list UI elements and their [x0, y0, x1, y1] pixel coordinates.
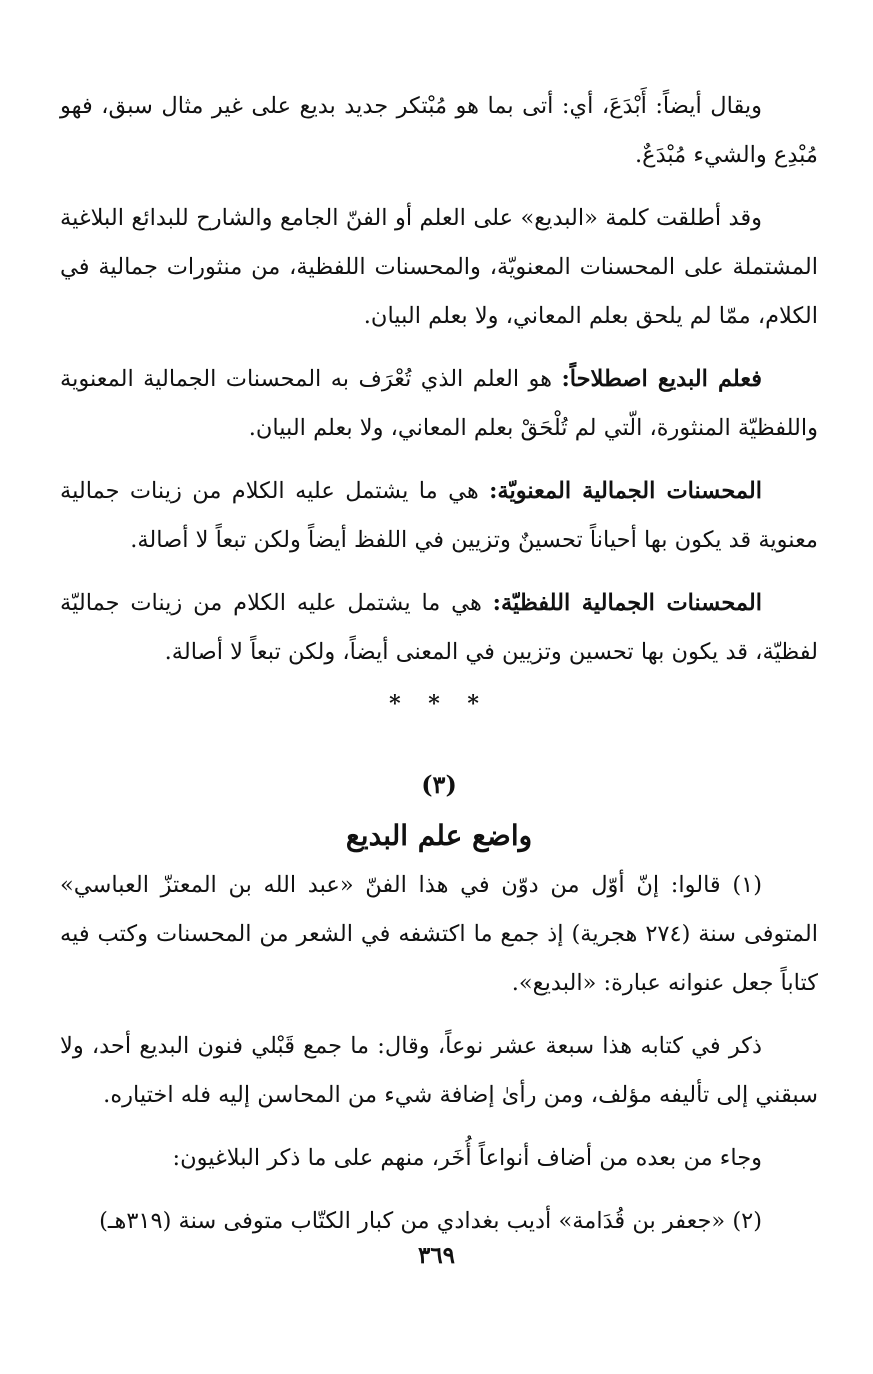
term-ilm-badi-text: هو العلم الذي تُعْرَف به المحسنات الجمالية المعنوية واللفظيّة المنثورة، الّتي لم تُلْحَقْ بعلم المعاني، ولا بعلم البيان.: [60, 366, 818, 441]
page-body: [60, 82, 818, 1260]
section-separator: * * *: [389, 691, 489, 717]
paragraph-ibdaa: ويقال أيضاً: أَبْدَعَ، أي: أتى بما هو مُبْتكر جديد بديع على غير مثال سبق، فهو مُبْدِع والشيء مُبْدَعٌ.: [60, 93, 818, 168]
section-title: واضع علم البديع: [345, 819, 533, 852]
term-manawiya-text: هي ما يشتمل عليه الكلام من زينات جمالية معنوية قد يكون بها أحياناً تحسينٌ وتزيين في اللفظ أيضاً ولكن تبعاً لا أصالة.: [60, 478, 818, 553]
term-manawiya: المحسنات الجمالية المعنويّة:: [489, 478, 762, 504]
term-ilm-badi: فعلم البديع اصطلاحاً:: [561, 366, 762, 392]
paragraph-badi-definition: وقد أطلقت كلمة «البديع» على العلم أو الفنّ الجامع والشارح للبدائع البلاغية المشتملة على المحسنات المعنويّة، والمحسنات اللفظية، من منثورات جمالية في الكلام، ممّا لم يلحق بعلم المعاني، ولا بعلم البيان.: [60, 205, 818, 329]
page-number: ٣٦٩: [417, 1242, 456, 1269]
paragraph-badi-term: [60, 355, 818, 453]
paragraph-manawiya: [60, 467, 818, 565]
paragraph-lafziya: [60, 579, 818, 677]
term-lafziya: المحسنات الجمالية اللفظيّة:: [492, 590, 762, 616]
term-lafziya-text: هي ما يشتمل عليه الكلام من زينات جماليّة لفظيّة، قد يكون بها تحسين وتزيين في المعنى أيضاً، ولكن تبعاً لا أصالة.: [60, 590, 818, 665]
paragraph-seventeen-types: ذكر في كتابه هذا سبعة عشر نوعاً، وقال: ما جمع قَبْلي فنون البديع أحد، ولا سبقني إلى تأليفه مؤلف، ومن رأىٰ إضافة شيء من المحاسن إليه فله اختياره.: [60, 1033, 818, 1108]
paragraph-ibn-mutazz: (١) قالوا: إنّ أوّل من دوّن في هذا الفنّ «عبد الله بن المعتزّ العباسي» المتوفى سنة (٢٧٤ هجرية) إذ جمع ما اكتشفه في الشعر من المحسنات وكتب فيه كتاباً جعل عنوانه عبارة: «البديع».: [60, 872, 818, 996]
section-number: (٣): [421, 770, 457, 799]
paragraph-successors: وجاء من بعده من أضاف أنواعاً أُخَر، منهم على ما ذكر البلاغيون:: [172, 1145, 762, 1171]
paragraph-qudama: (٢) «جعفر بن قُدَامة» أديب بغدادي من كبار الكتّاب متوفى سنة (٣١٩هـ): [99, 1208, 762, 1234]
